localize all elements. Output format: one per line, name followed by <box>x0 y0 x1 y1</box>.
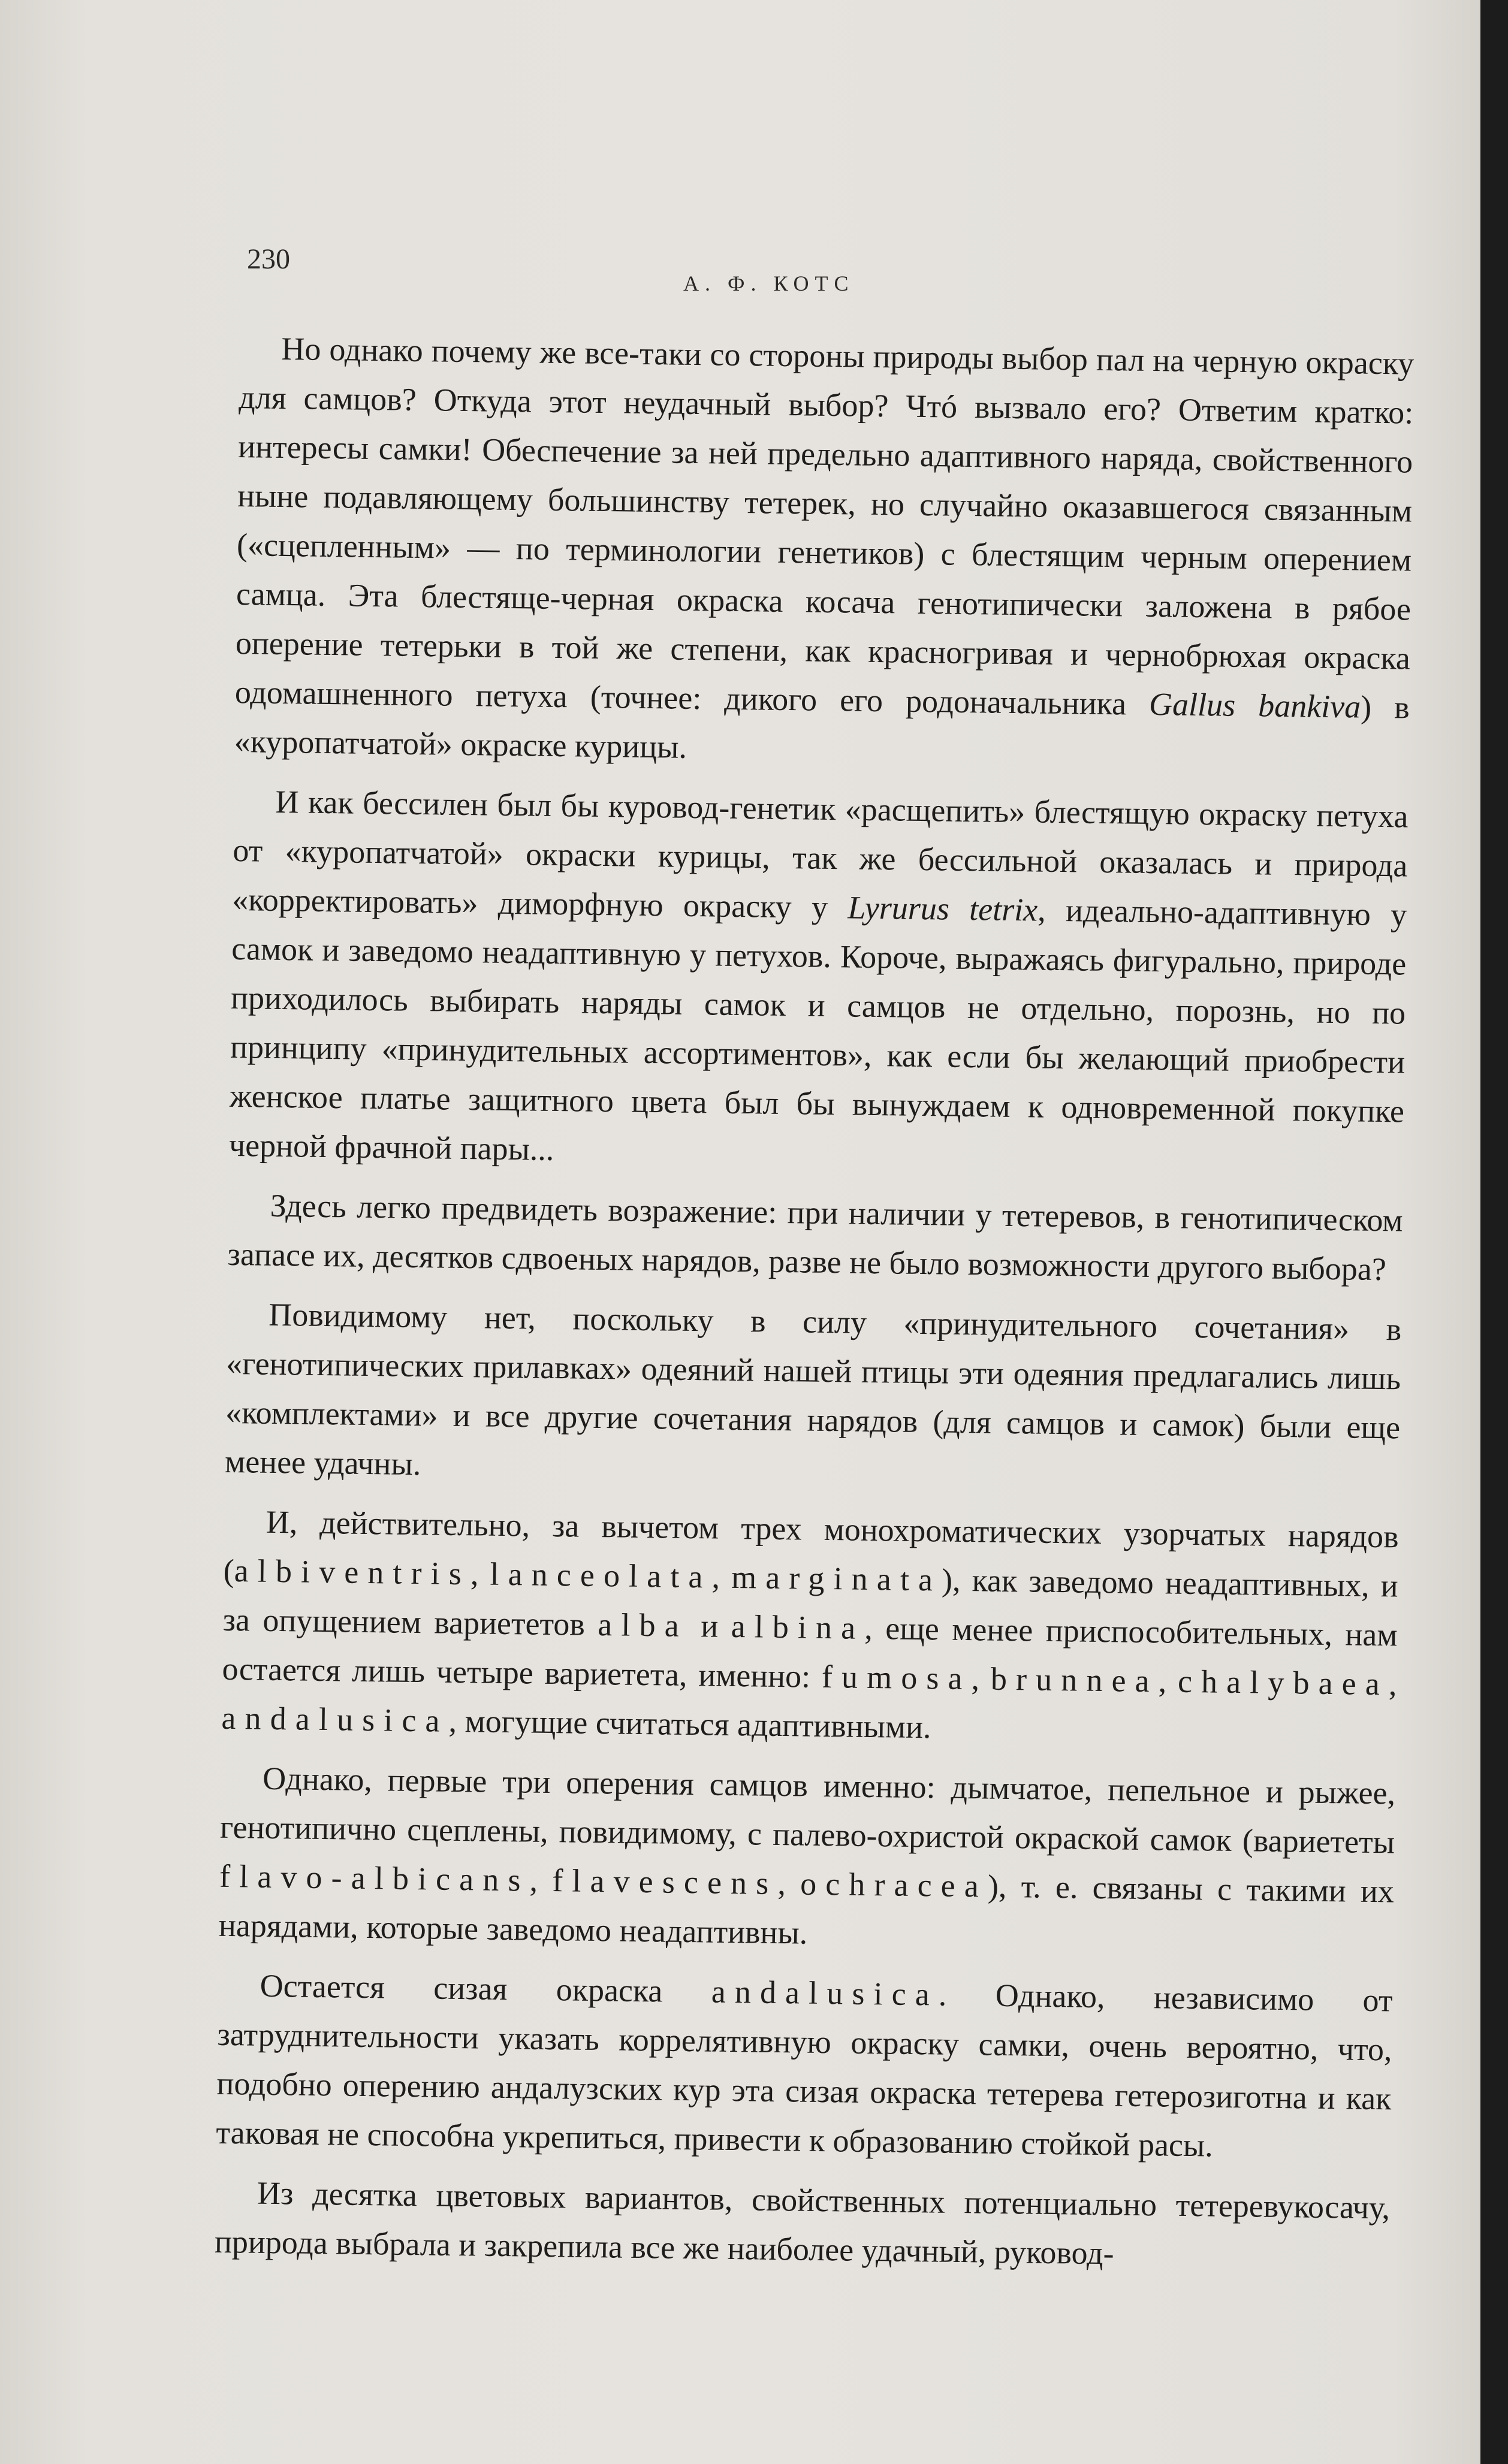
text-segment: Повидимому нет, поскольку в силу «принудительного сочетания» в «генотипических прилавках» одеяний нашей птицы эти одеяния предлагались лишь «комплектами» и все другие сочетания нарядов (для самцов и самок) были еще менее удачны. <box>224 1296 1402 1482</box>
paragraph <box>225 1290 1402 1502</box>
body-text <box>214 324 1414 2292</box>
paragraph <box>221 1497 1399 1758</box>
running-header: А. Ф. КОТС <box>683 271 855 295</box>
text-segment: Остается сизая окраска <box>260 1967 712 2010</box>
italic-term: Lyrurus tetrix <box>848 889 1038 928</box>
text-segment: Из десятка цветовых вариантов, свойственных потенциально тетеревукосачу, природа выбрала и закрепила все же наиболее удачный, руковод- <box>214 2175 1391 2272</box>
text-segment: И как бессилен был бы куровод-генетик «расщепить» блестящую окраску петуха от «куропатчатой» окраски курицы, так же бессильной оказалась и природа «корректировать» диморфную окраску у <box>232 783 1409 926</box>
spaced-term: flavescens <box>551 1862 778 1901</box>
text-segment: и <box>687 1607 732 1644</box>
text-segment: . Однако, независимо от затруднительности указать коррелятивную окраску самки, очень вероятно, что, подобно оперению андалузских кур эта сизая окраска тетерева гетерозиготна и как таковая не способна укрепиться, привести к образованию стойкой расы. <box>216 1976 1393 2164</box>
text-segment: , <box>711 1559 732 1595</box>
spaced-term: lanceolata <box>490 1556 712 1595</box>
text-segment: , <box>1388 1666 1397 1702</box>
text-segment: Однако, первые три оперения самцов именно: дымчатое, пепельное и рыжее, генотипично сцеплены, повидимому, с палево-охристой окраской самок (вариететы <box>219 1760 1396 1861</box>
italic-term: Gallus bankiva <box>1148 686 1361 725</box>
spaced-term: marginata <box>731 1559 942 1598</box>
text-segment: , <box>529 1862 553 1899</box>
text-segment: , еще менее приспособительных, нам остается лишь четыре вариетета, именно: <box>222 1610 1398 1695</box>
text-segment: , <box>971 1660 991 1697</box>
paragraph <box>218 1753 1395 1965</box>
text-segment: , <box>1158 1663 1178 1699</box>
spaced-term: flavo-albicans <box>219 1858 530 1898</box>
paragraph <box>234 324 1414 781</box>
text-segment: , <box>777 1865 801 1902</box>
text-segment: ) в «куропатчатой» окраске курицы. <box>234 689 1410 765</box>
spaced-term: fumosa <box>821 1658 972 1697</box>
text-segment: ), как заведомо неадаптивных, и за опущением вариететов <box>222 1562 1399 1643</box>
paragraph <box>216 1961 1393 2173</box>
page-number: 230 <box>247 243 290 275</box>
spaced-term: brunnea <box>990 1660 1159 1699</box>
spaced-term: andalusica <box>711 1973 939 2013</box>
spaced-term: albina <box>731 1608 865 1646</box>
spaced-term: albiventris <box>234 1553 471 1592</box>
text-segment: , могущие считаться адаптивными. <box>448 1702 931 1746</box>
paragraph <box>227 1180 1403 1294</box>
text-segment: ), т. е. связаны с такими их нарядами, которые заведомо неадаптивны. <box>218 1868 1395 1951</box>
text-segment: , <box>470 1556 490 1592</box>
text-segment: Но однако почему же все-таки со стороны природы выбор пал на черную окраску для самцов? Откуда этот неудачный выбор? Чтó вызвало его? Ответим кратко: интересы самки! Обеспечение за ней предельно адаптивного наряда, свойственного ныне подавляющему большинству тетерек, но случайно оказавшегося связанным («сцепленным» — по терминологии генетиков) с блестящим черным оперением самца. Эта блестяще-черная окраска косача генотипически заложена в рябое оперение тетерьки в той же степени, как красногривая и чернобрюхая окраска одомашненного петуха (точнее: дикого его родоначальника <box>234 330 1414 722</box>
paragraph <box>215 2168 1391 2282</box>
paragraph <box>229 777 1409 1185</box>
spaced-term: chalybaea <box>1177 1663 1389 1702</box>
text-segment: , идеально-адаптивную у самок и заведомо неадаптивную у петухов. Короче, выражаясь фигурально, природе приходилось выбирать наряды самок и самцов не отдельно, порознь, но по принципу «принудительных ассортиментов», как если бы желающий приобрести женское платье защитного цвета был бы вынуждаем к одновременной покупке черной фрачной пары... <box>228 892 1407 1167</box>
spaced-term: ochracea <box>800 1865 988 1904</box>
text-segment: Здесь легко предвидеть возражение: при наличии у тетеревов, в генотипическом запасе их, десятков сдвоеных нарядов, разве не было возможности другого выбора? <box>227 1187 1403 1288</box>
spaced-term: andalusica <box>221 1699 449 1739</box>
text-segment: И, действительно, за вычетом трех монохроматических узорчатых нарядов ( <box>223 1503 1400 1589</box>
spaced-term: alba <box>598 1607 689 1644</box>
